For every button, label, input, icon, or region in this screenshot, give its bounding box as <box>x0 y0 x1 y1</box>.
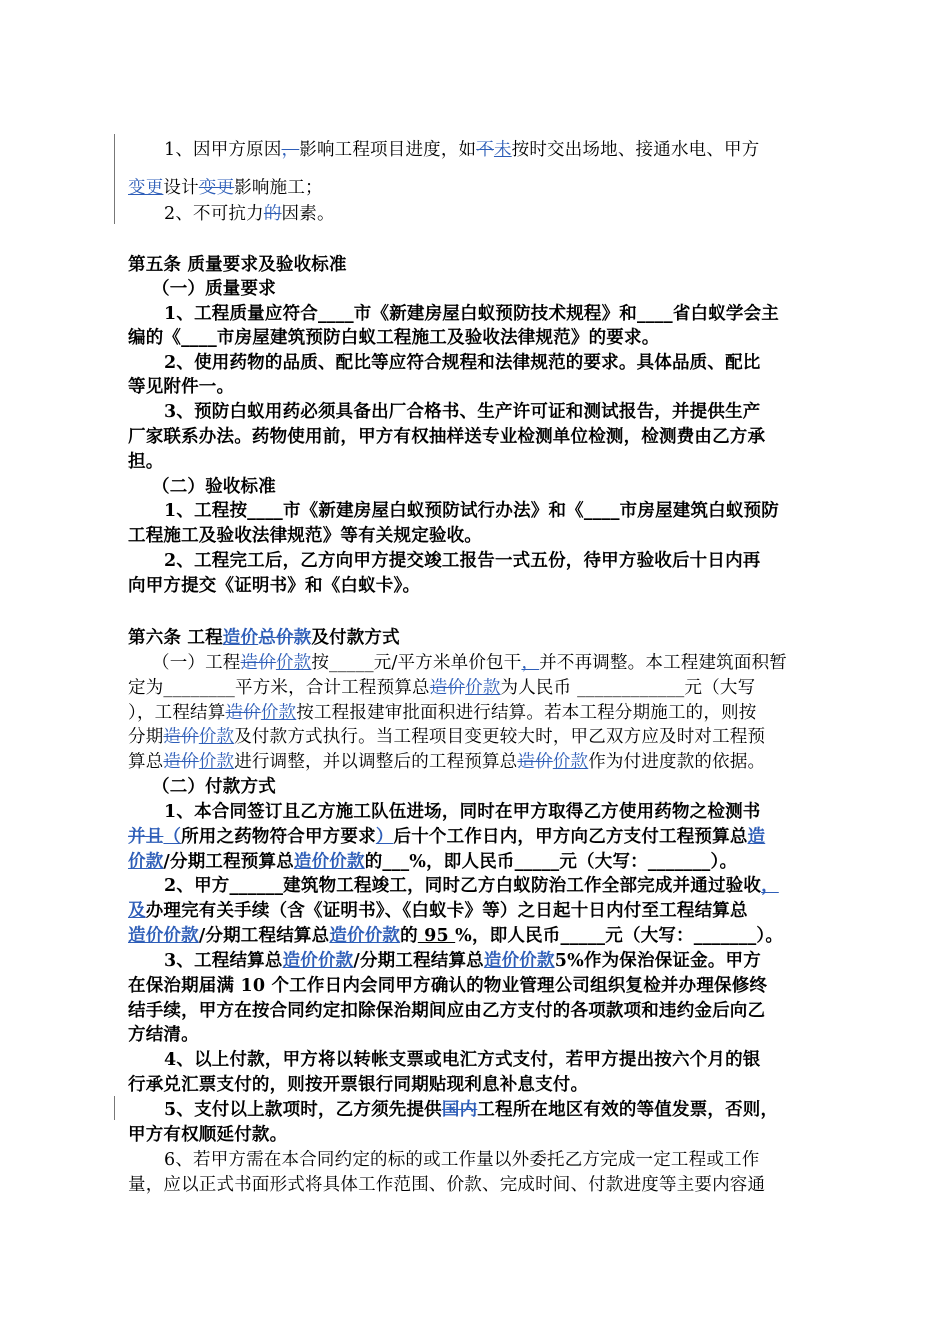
deleted-text: 造价 <box>163 752 199 772</box>
text-line <box>164 302 864 326</box>
inserted-text: 未 <box>493 140 512 160</box>
inserted-text: ， <box>761 876 779 896</box>
text-run: 5、支付以上款项时，乙方须先提供 <box>164 1100 442 1120</box>
text-line <box>152 475 852 499</box>
text-run: 元/平方米单价包干 <box>373 653 522 673</box>
inserted-text: 价款 <box>465 678 501 698</box>
text-run: 并不再调整。本工程建筑面积暂 <box>539 653 787 673</box>
text-run: 2、使用药物的品质、配比等应符合规程和法律规范的要求。具体品质、配比 <box>164 353 761 373</box>
text-run: 及付款方式执行。当工程项目变更较大时，甲乙双方应及时对工程预 <box>234 727 766 747</box>
text-line <box>128 1123 828 1147</box>
text-run: 担。 <box>128 452 164 472</box>
text-run: 的___%，即人民币_____元（大写：_______）。 <box>364 852 738 872</box>
deleted-text: 造价 <box>517 752 553 772</box>
text-line <box>128 676 828 700</box>
text-run: 2、甲方______建筑物工程竣工，同时乙方白蚁防治工作全部完成并通过验收 <box>164 876 762 896</box>
text-run: %，即人民币_____元（大写：_______）。 <box>455 926 784 946</box>
deleted-text: ， <box>281 140 300 160</box>
text-run: 进行调整，并以调整后的工程预算总 <box>234 752 518 772</box>
text-run: 6、若甲方需在本合同约定的标的或工作量以外委托乙方完成一定工程或工作 <box>164 1150 760 1170</box>
text-line <box>128 1173 828 1197</box>
text-run: 办理完有关手续（含《证明书》、《白蚁卡》等）之日起十日内付至工程结算总 <box>145 901 748 921</box>
text-run: 2、工程完工后，乙方向甲方提交竣工报告一式五份，待甲方验收后十日内再 <box>164 551 761 571</box>
text-run: 市《新建房屋白蚁预防技术规程》和 <box>353 304 637 324</box>
inserted-text: 变更 <box>128 178 164 198</box>
deleted-text: 国内 <box>441 1100 478 1120</box>
inserted-text: 造价价款 <box>329 926 401 946</box>
text-run: 工程所在地区有效的等值发票，否则， <box>477 1100 779 1120</box>
text-run: 在保治期届满 10 个工作日内会同甲方确认的物业管理公司组织复检并办理保修终 <box>128 976 768 996</box>
inserted-text: 造价价款 <box>282 951 354 971</box>
inserted-text: 价款 <box>552 752 589 772</box>
inserted-text: 造 <box>747 827 766 847</box>
text-line <box>164 351 864 375</box>
deleted-text: 造价 <box>429 678 466 698</box>
text-run: _____ <box>329 653 374 673</box>
text-run: 量，应以正式书面形式将具体工作范围、价款、完成时间、付款进度等主要内容通 <box>128 1175 766 1195</box>
text-run: 95 <box>417 926 456 946</box>
deleted-text: 的 <box>263 204 282 224</box>
text-run: ____ <box>317 304 354 324</box>
text-line <box>164 1048 864 1072</box>
deleted-text: 造价 <box>225 703 261 723</box>
text-run: 编的《____市房屋建筑预防白蚁工程施工及验收法律规范》的要求。 <box>128 328 660 348</box>
text-run: 元（大写 <box>684 678 756 698</box>
text-line <box>164 138 864 162</box>
text-run: ________ <box>163 678 236 698</box>
text-run: 工程施工及验收法律规范》等有关规定验收。 <box>128 526 482 546</box>
text-run: 3、预防白蚁用药必须具备出厂合格书、生产许可证和测试报告，并提供生产 <box>164 402 761 422</box>
text-run: 平方米，合计工程预算总 <box>235 678 430 698</box>
text-run: 按时交出场地、接通水电、甲方 <box>511 140 760 160</box>
text-run: 作为付进度款的依据。 <box>588 752 766 772</box>
text-run: 影响工程项目进度，如 <box>299 140 477 160</box>
inserted-text: 造价价款 <box>128 926 199 946</box>
text-line <box>164 549 864 573</box>
text-line <box>164 800 864 824</box>
inserted-text: 造价 <box>222 628 259 648</box>
text-line <box>128 176 828 200</box>
text-line <box>164 1098 864 1122</box>
text-line <box>128 750 828 774</box>
text-run: 5%作为保治保证金。甲方 <box>554 951 761 971</box>
text-line <box>128 450 828 474</box>
deleted-text: 不 <box>476 140 494 160</box>
text-run: 按工程报建审批面积进行结算。若本工程分期施工的，则按 <box>296 703 757 723</box>
text-run: （一）质量要求 <box>152 279 276 299</box>
text-run: 行承兑汇票支付的，则按开票银行同期贴现利息补息支付。 <box>128 1075 589 1095</box>
text-run: 1、本合同签订且乙方施工队伍进场，同时在甲方取得乙方使用药物之检测书 <box>164 802 761 822</box>
inserted-text: 价款 <box>128 852 164 872</box>
text-run: /分期工程预算总 <box>163 852 294 872</box>
text-run: 方结清。 <box>128 1025 199 1045</box>
text-run: 所用之药物符合甲方要求 <box>181 827 376 847</box>
inserted-text: （ <box>163 827 182 847</box>
text-run: 1、因甲方原因 <box>164 140 282 160</box>
text-line <box>152 651 852 675</box>
text-line <box>128 850 828 874</box>
text-line <box>128 899 828 923</box>
text-run: 后十个工作日内，甲方向乙方支付工程预算总 <box>393 827 748 847</box>
text-line <box>164 1148 864 1172</box>
inserted-text: 及 <box>128 901 146 921</box>
text-run: 设计 <box>163 178 199 198</box>
text-line <box>128 974 828 998</box>
deleted-text: 造价 <box>240 653 276 673</box>
inserted-text: 价款 <box>198 752 235 772</box>
text-run: 第五条 质量要求及验收标准 <box>128 255 347 275</box>
revision-bar <box>114 1096 115 1120</box>
text-line <box>152 277 852 301</box>
text-run: 4、以上付款，甲方将以转帐支票或电汇方式支付，若甲方提出按六个月的银 <box>164 1050 761 1070</box>
inserted-text: 造价价款 <box>293 852 365 872</box>
text-run: 1、工程按____市《新建房屋白蚁预防试行办法》和《____市房屋建筑白蚁预防 <box>164 501 779 521</box>
text-run: 结手续，甲方在按合同约定扣除保治期间应由乙方支付的各项款项和违约金后向乙 <box>128 1001 766 1021</box>
text-run: 2、不可抗力 <box>164 204 264 224</box>
deleted-text: 变更 <box>198 178 235 198</box>
text-line <box>128 326 828 350</box>
text-run: 为人民币 <box>500 678 578 698</box>
text-line <box>164 499 864 523</box>
text-run: （二）付款方式 <box>152 777 276 797</box>
text-line <box>128 524 828 548</box>
text-line <box>152 775 852 799</box>
inserted-text: 价款 <box>260 703 297 723</box>
inserted-text: 造价价款 <box>483 951 555 971</box>
text-line <box>128 701 828 725</box>
text-run: 影响施工； <box>234 178 323 198</box>
text-run: （一）工程 <box>152 653 241 673</box>
text-line <box>128 725 828 749</box>
text-line <box>164 400 864 424</box>
text-line <box>128 825 828 849</box>
text-run: 3、工程结算总 <box>164 951 283 971</box>
text-run: /分期工程结算总 <box>353 951 484 971</box>
text-run: 厂家联系办法。药物使用前，甲方有权抽样送专业检测单位检测，检测费由乙方承 <box>128 427 766 447</box>
text-run: ____ <box>637 304 673 324</box>
revision-bar <box>114 134 115 224</box>
deleted-text: 总价款 <box>258 628 312 648</box>
text-line <box>128 999 828 1023</box>
text-line <box>128 1023 828 1047</box>
deleted-text: 造价 <box>163 727 199 747</box>
text-run: 按 <box>311 653 330 673</box>
text-line <box>128 626 828 650</box>
text-run: ），工程结算 <box>128 703 226 723</box>
text-line <box>164 949 864 973</box>
text-run: 因素。 <box>281 204 335 224</box>
text-run: 甲方有权顺延付款。 <box>128 1125 288 1145</box>
text-run: 分期 <box>128 727 164 747</box>
text-line <box>128 924 828 948</box>
text-run: 1、工程质量应符合 <box>164 304 318 324</box>
text-run: 算总 <box>128 752 164 772</box>
text-run: 的 <box>400 926 418 946</box>
inserted-text: 价款 <box>275 653 312 673</box>
text-run: ____________ <box>577 678 685 698</box>
text-line <box>128 1073 828 1097</box>
inserted-text: ， <box>521 653 540 673</box>
text-run: 定为 <box>128 678 164 698</box>
text-run: 等见附件一。 <box>128 377 235 397</box>
inserted-text: 价款 <box>198 727 235 747</box>
text-line <box>128 425 828 449</box>
text-run: （二）验收标准 <box>152 477 276 497</box>
text-line <box>128 375 828 399</box>
text-run: 及付款方式 <box>311 628 400 648</box>
text-run: 省白蚁学会主 <box>672 304 780 324</box>
text-line <box>128 253 828 277</box>
deleted-text: 并且 <box>128 827 164 847</box>
text-run: 第六条 工程 <box>128 628 223 648</box>
text-run: 向甲方提交《证明书》和《白蚁卡》。 <box>128 576 421 596</box>
text-line <box>128 574 828 598</box>
text-line <box>164 874 864 898</box>
text-line <box>164 202 864 226</box>
text-run: /分期工程结算总 <box>198 926 330 946</box>
inserted-text: ） <box>375 827 394 847</box>
